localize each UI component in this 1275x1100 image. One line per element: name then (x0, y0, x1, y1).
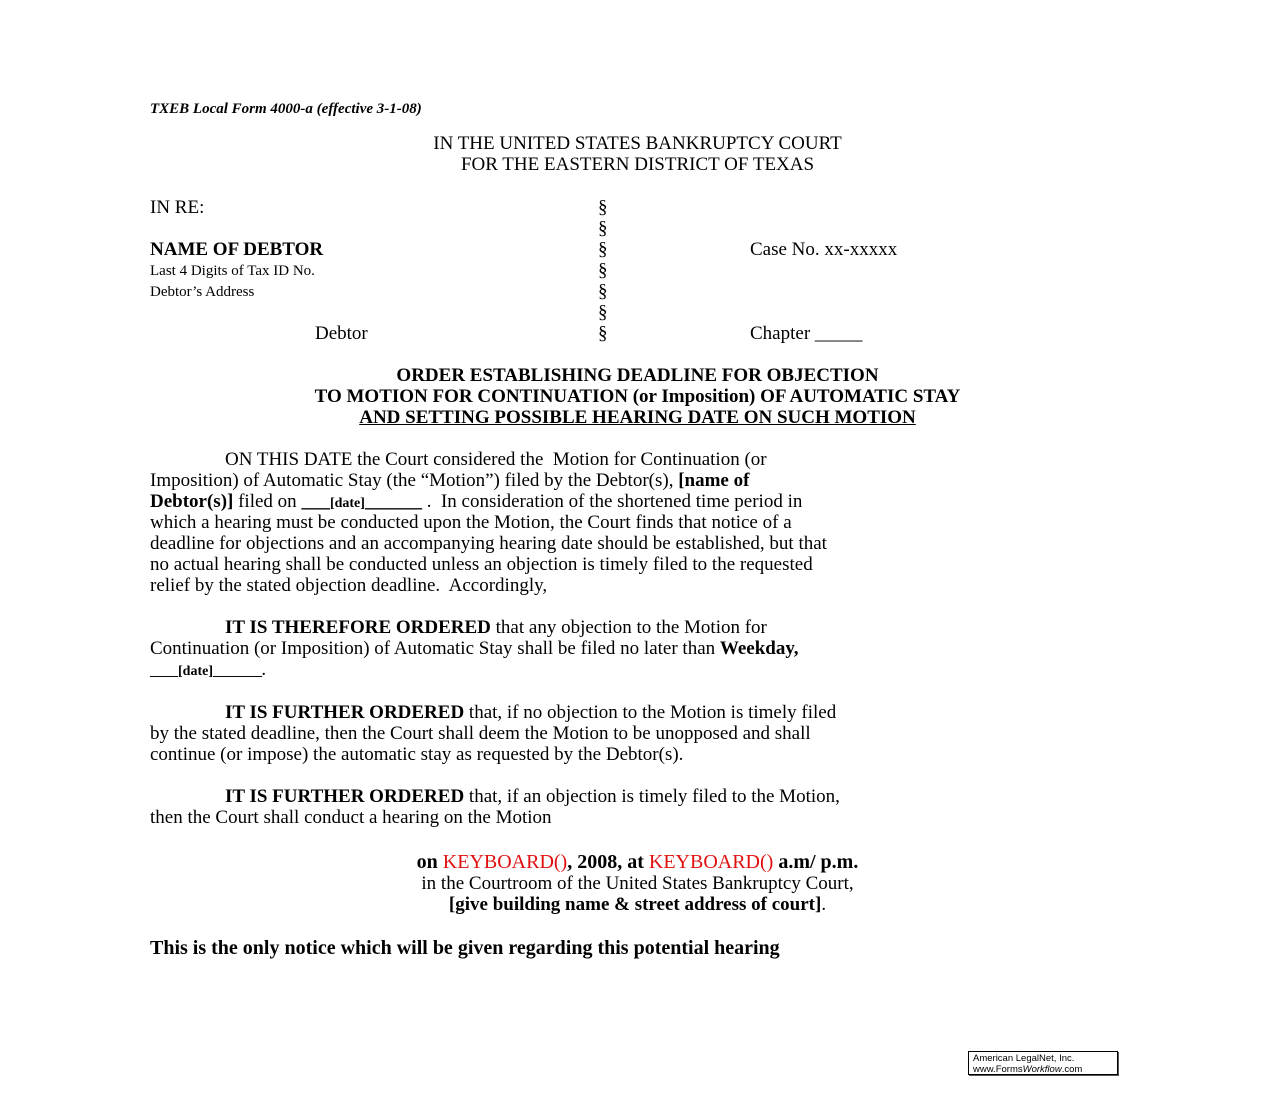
text-segment: [date] (329, 496, 365, 511)
section-symbol: § (598, 260, 608, 281)
chapter: Chapter _____ (750, 323, 863, 344)
debtor-name: NAME OF DEBTOR (150, 239, 324, 260)
section-symbol: § (598, 302, 608, 323)
text-segment: ____[date]_______. (150, 664, 266, 679)
title-line-1: ORDER ESTABLISHING DEADLINE FOR OBJECTION (396, 365, 879, 386)
keyboard-placeholder: KEYBOARD() (442, 851, 568, 873)
debtor-label: Debtor (315, 323, 368, 344)
text-segment: that, if an objection is timely filed to the Motion, (464, 786, 840, 807)
section-symbol: § (598, 218, 608, 239)
text-segment: ______ (364, 491, 422, 512)
section-symbol: § (598, 197, 608, 218)
text-segment: a.m/ p.m. (773, 851, 859, 873)
text-segment: then the Court shall conduct a hearing on the Motion (150, 807, 552, 828)
text-segment: deadline for objections and an accompanying hearing date should be established, but that (150, 533, 827, 554)
section-symbol: § (598, 239, 608, 260)
text-segment: [name of (678, 470, 750, 491)
title-line-2: TO MOTION FOR CONTINUATION (or Imposition) OF AUTOMATIC STAY (314, 386, 961, 407)
text-segment: Continuation (or Imposition) of Automatic Stay shall be filed no later than (150, 638, 720, 659)
paragraph-4-line (225, 786, 840, 808)
in-re-label: IN RE: (150, 197, 205, 218)
tax-id-label: Last 4 Digits of Tax ID No. (150, 263, 315, 279)
paragraph-3-line (150, 723, 811, 745)
text-segment: [give building name & street address of court] (448, 894, 822, 915)
paragraph-1-line (150, 554, 813, 576)
paragraph-1-line (150, 575, 547, 597)
keyboard-placeholder: KEYBOARD() (648, 851, 774, 873)
paragraph-2-line (150, 638, 799, 660)
hearing-line-1 (0, 851, 1275, 873)
footer-line-1: American LegalNet, Inc. (973, 1053, 1075, 1064)
paragraph-2-line (150, 659, 266, 683)
hearing-line-3 (0, 894, 1275, 916)
text-segment: Weekday, (719, 638, 799, 659)
text-segment: filed on (233, 491, 302, 512)
text-segment: ON THIS DATE the Court considered the Motion for Continuation (or (225, 449, 767, 470)
paragraph-4-line (150, 807, 552, 829)
text-segment: that, if no objection to the Motion is timely filed (464, 702, 837, 723)
section-symbol: § (598, 323, 608, 344)
text-segment: . In consideration of the shortened time period in (421, 491, 803, 512)
form-label: TXEB Local Form 4000-a (effective 3-1-08) (150, 101, 422, 117)
paragraph-1-line (225, 449, 767, 471)
paragraph-2-line (225, 617, 767, 639)
text-segment: IT IS FURTHER ORDERED (225, 702, 465, 723)
hearing-line-2 (0, 873, 1275, 895)
title-line-3: AND SETTING POSSIBLE HEARING DATE ON SUCH MOTION (359, 407, 916, 428)
court-name-line-1: IN THE UNITED STATES BANKRUPTCY COURT (433, 133, 842, 154)
text-segment: ___ (301, 491, 330, 512)
paragraph-3-line (225, 702, 836, 724)
text-segment: relief by the stated objection deadline. Accordingly, (150, 575, 548, 596)
text-segment: no actual hearing shall be conducted unless an objection is timely filed to the requested (150, 554, 813, 575)
debtor-address: Debtor’s Address (150, 284, 255, 300)
text-segment: by the stated deadline, then the Court shall deem the Motion to be unopposed and shall (150, 723, 811, 744)
section-symbol: § (598, 281, 608, 302)
text-segment: continue (or impose) the automatic stay as requested by the Debtor(s). (150, 744, 684, 765)
legalnet-footer-logo (968, 1051, 1118, 1075)
court-name-line-2: FOR THE EASTERN DISTRICT OF TEXAS (460, 154, 815, 175)
text-segment: that any objection to the Motion for (490, 617, 767, 638)
case-number: Case No. xx-xxxxx (750, 239, 898, 260)
footer-line-2: www.FormsWorkflow.com (973, 1064, 1083, 1075)
paragraph-1-line (150, 470, 749, 492)
notice-statement: This is the only notice which will be given regarding this potential hearing (150, 937, 780, 959)
text-segment: Imposition) of Automatic Stay (the “Motion”) filed by the Debtor(s), (150, 470, 679, 491)
paragraph-3-line (150, 744, 683, 766)
text-segment: in the Courtroom of the United States Bankruptcy Court, (421, 873, 854, 894)
paragraph-1-line (150, 512, 792, 534)
text-segment: which a hearing must be conducted upon the Motion, the Court finds that notice of a (150, 512, 792, 533)
text-segment: on (416, 851, 443, 873)
text-segment: , 2008, at (567, 851, 649, 873)
text-segment: IT IS THEREFORE ORDERED (225, 617, 491, 638)
text-segment: . (821, 894, 827, 915)
paragraph-1-line (150, 533, 827, 555)
text-segment: Debtor(s)] (150, 491, 234, 512)
text-segment: IT IS FURTHER ORDERED (225, 786, 465, 807)
